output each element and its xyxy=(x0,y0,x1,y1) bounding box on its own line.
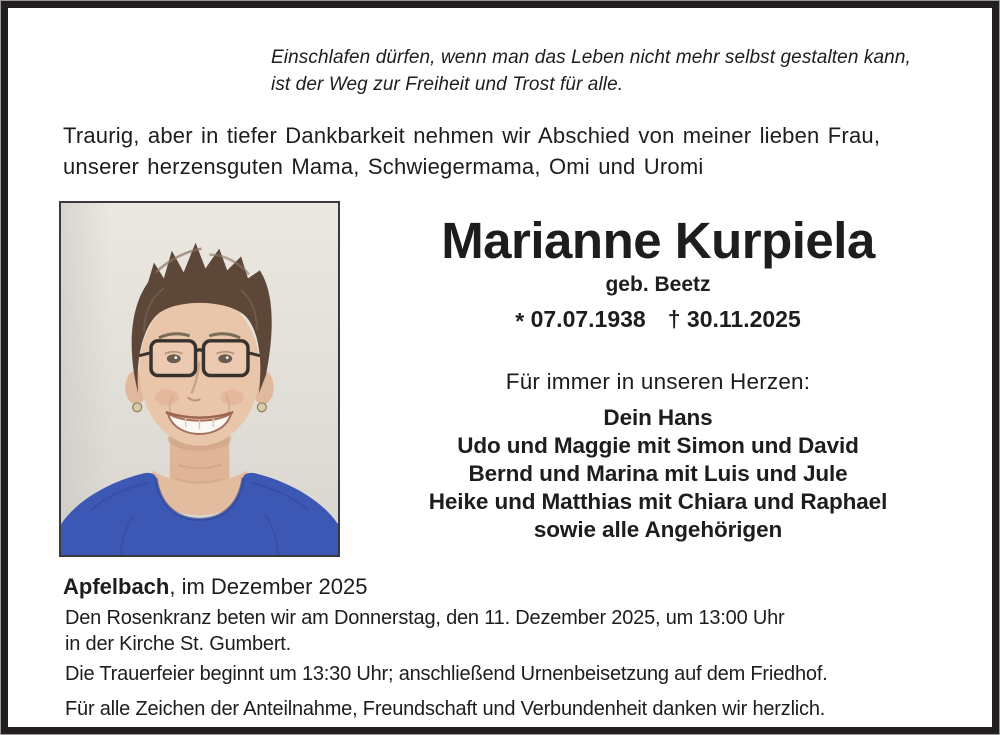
mourner-line-2: Udo und Maggie mit Simon und David xyxy=(457,433,859,458)
funeral-details xyxy=(65,605,828,722)
intro-paragraph xyxy=(63,120,880,182)
intro-line-1: Traurig, aber in tiefer Dankbarkeit nehmen wir Abschied von meiner lieben Frau, xyxy=(63,123,881,148)
birth-date: 07.07.1938 xyxy=(530,306,646,332)
event-line-1: Den Rosenkranz beten wir am Donnerstag, den 11. Dezember 2025, um 13:00 Uhr xyxy=(65,607,785,629)
death-date-group xyxy=(668,306,801,332)
remembrance-heading: Für immer in unseren Herzen: xyxy=(505,369,811,394)
event-line-3: Die Trauerfeier beginnt um 13:30 Uhr; anschließend Urnenbeisetzung auf dem Friedhof. xyxy=(65,663,828,685)
maiden-name: geb. Beetz xyxy=(605,273,711,296)
place-name: Apfelbach xyxy=(63,574,170,599)
place-date-suffix: , im Dezember 2025 xyxy=(169,574,368,599)
life-dates xyxy=(358,306,958,332)
portrait-photo xyxy=(59,201,340,557)
intro-line-2: unserer herzensguten Mama, Schwiegermama, Omi und Uromi xyxy=(63,154,704,179)
mourner-line-4: Heike und Matthias mit Chiara und Raphael xyxy=(428,489,888,514)
mourner-line-5: sowie alle Angehörigen xyxy=(533,517,783,542)
death-date: 30.11.2025 xyxy=(686,306,801,332)
place-date-line xyxy=(63,574,367,600)
epigraph-line-2: ist der Weg zur Freiheit und Trost für alle. xyxy=(271,74,624,95)
birth-date-group xyxy=(515,306,645,332)
mourner-line-3: Bernd und Marina mit Luis und Jule xyxy=(468,461,848,486)
birth-star-symbol: * xyxy=(515,308,525,334)
memorial-block xyxy=(358,201,958,544)
epigraph xyxy=(271,44,911,98)
death-cross-symbol: † xyxy=(667,306,681,332)
mourners-list xyxy=(358,404,958,544)
event-line-4: Für alle Zeichen der Anteilnahme, Freundschaft und Verbundenheit danken wir herzlich. xyxy=(65,698,826,720)
event-line-2: in der Kirche St. Gumbert. xyxy=(65,633,292,655)
epigraph-line-1: Einschlafen dürfen, wenn man das Leben nicht mehr selbst gestalten kann, xyxy=(271,47,911,68)
deceased-name: Marianne Kurpiela xyxy=(441,212,875,269)
portrait-illustration xyxy=(61,203,338,555)
mourner-line-1: Dein Hans xyxy=(603,405,713,430)
